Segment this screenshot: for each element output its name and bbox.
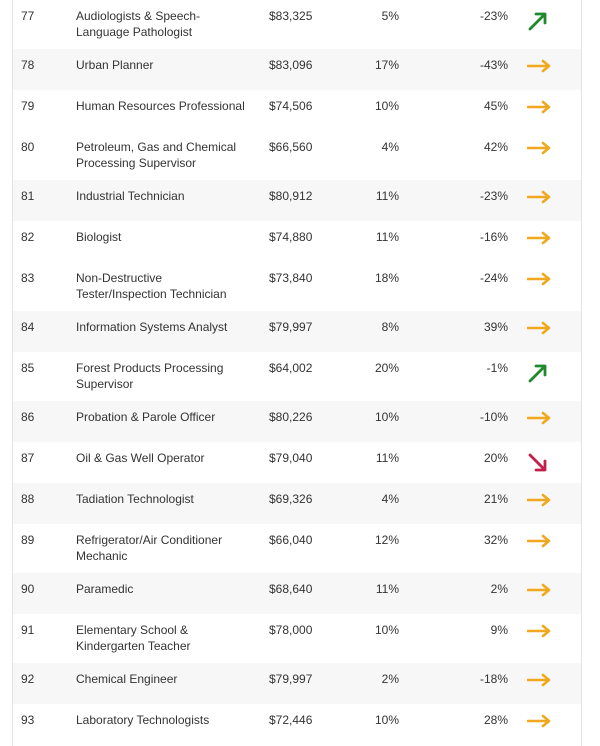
table-row bbox=[13, 704, 581, 745]
table-row bbox=[13, 221, 581, 262]
right-arrow-icon bbox=[527, 190, 557, 212]
growth-cell: 10% bbox=[374, 99, 399, 113]
rank-cell: 86 bbox=[21, 410, 35, 424]
change-cell: 2% bbox=[490, 582, 508, 596]
right-arrow-icon bbox=[527, 624, 557, 646]
job-title-cell: Oil & Gas Well Operator bbox=[76, 451, 205, 465]
rank-cell: 92 bbox=[21, 672, 35, 686]
table-row bbox=[13, 524, 581, 573]
table-body bbox=[13, 0, 581, 745]
salary-cell: $69,326 bbox=[269, 492, 313, 506]
salary-cell: $68,640 bbox=[269, 582, 313, 596]
salary-cell: $73,840 bbox=[269, 271, 313, 285]
table-row bbox=[13, 90, 581, 131]
salary-cell: $83,096 bbox=[269, 58, 313, 72]
right-arrow-icon bbox=[527, 59, 557, 81]
change-cell: 32% bbox=[483, 533, 508, 547]
rank-cell: 91 bbox=[21, 623, 35, 637]
table-row bbox=[13, 663, 581, 704]
table-row bbox=[13, 131, 581, 180]
rank-cell: 84 bbox=[21, 320, 35, 334]
right-arrow-icon bbox=[527, 321, 557, 343]
table-row bbox=[13, 442, 581, 483]
job-title-cell: Biologist bbox=[76, 230, 122, 244]
table-row bbox=[13, 401, 581, 442]
change-cell: 39% bbox=[483, 320, 508, 334]
table-row bbox=[13, 573, 581, 614]
job-title-cell: Human Resources Professional bbox=[76, 99, 245, 113]
salary-cell: $79,997 bbox=[269, 320, 313, 334]
salary-cell: $66,040 bbox=[269, 533, 313, 547]
job-title-cell: Urban Planner bbox=[76, 58, 154, 72]
job-title-cell: Forest Products Processing Supervisor bbox=[76, 361, 224, 391]
up-arrow-icon bbox=[527, 10, 557, 32]
right-arrow-icon bbox=[527, 714, 557, 736]
rank-cell: 89 bbox=[21, 533, 35, 547]
job-title-cell: Tadiation Technologist bbox=[76, 492, 194, 506]
growth-cell: 4% bbox=[381, 140, 399, 154]
change-cell: -23% bbox=[479, 9, 508, 23]
change-cell: -24% bbox=[479, 271, 508, 285]
job-title-cell: Petroleum, Gas and Chemical Processing Supervisor bbox=[76, 140, 237, 170]
change-cell: -10% bbox=[479, 410, 508, 424]
growth-cell: 11% bbox=[375, 230, 399, 244]
growth-cell: 2% bbox=[381, 672, 399, 686]
table-row bbox=[13, 180, 581, 221]
growth-cell: 11% bbox=[375, 189, 399, 203]
job-title-cell: Refrigerator/Air Conditioner Mechanic bbox=[76, 533, 223, 563]
growth-cell: 10% bbox=[374, 713, 399, 727]
growth-cell: 17% bbox=[374, 58, 399, 72]
salary-cell: $64,002 bbox=[269, 361, 313, 375]
growth-cell: 18% bbox=[374, 271, 399, 285]
change-cell: -18% bbox=[479, 672, 508, 686]
up-arrow-icon bbox=[527, 362, 557, 384]
growth-cell: 12% bbox=[374, 533, 399, 547]
growth-cell: 11% bbox=[375, 451, 399, 465]
right-arrow-icon bbox=[527, 493, 557, 515]
rank-cell: 80 bbox=[21, 140, 35, 154]
growth-cell: 10% bbox=[374, 623, 399, 637]
job-title-cell: Audiologists & Speech-Language Pathologist bbox=[76, 9, 201, 39]
job-title-cell: Elementary School & Kindergarten Teacher bbox=[76, 623, 191, 653]
salary-cell: $83,325 bbox=[269, 9, 313, 23]
change-cell: -23% bbox=[479, 189, 508, 203]
salary-cell: $74,506 bbox=[269, 99, 313, 113]
growth-cell: 10% bbox=[374, 410, 399, 424]
rank-cell: 87 bbox=[21, 451, 35, 465]
job-title-cell: Laboratory Technologists bbox=[76, 713, 210, 727]
table-row bbox=[13, 614, 581, 663]
rank-cell: 77 bbox=[21, 9, 35, 23]
right-arrow-icon bbox=[527, 673, 557, 695]
table-row bbox=[13, 262, 581, 311]
right-arrow-icon bbox=[527, 583, 557, 605]
rank-cell: 81 bbox=[21, 189, 35, 203]
growth-cell: 4% bbox=[381, 492, 399, 506]
right-arrow-icon bbox=[527, 534, 557, 556]
table-row bbox=[13, 0, 581, 49]
change-cell: 42% bbox=[483, 140, 508, 154]
job-title-cell: Paramedic bbox=[76, 582, 134, 596]
growth-cell: 11% bbox=[375, 582, 399, 596]
table-row bbox=[13, 49, 581, 90]
right-arrow-icon bbox=[527, 231, 557, 253]
salary-cell: $66,560 bbox=[269, 140, 313, 154]
salary-cell: $72,446 bbox=[269, 713, 313, 727]
change-cell: -16% bbox=[479, 230, 508, 244]
rank-cell: 83 bbox=[21, 271, 35, 285]
salary-cell: $74,880 bbox=[269, 230, 313, 244]
change-cell: 21% bbox=[483, 492, 508, 506]
rank-cell: 78 bbox=[21, 58, 35, 72]
job-title-cell: Industrial Technician bbox=[76, 189, 185, 203]
rank-cell: 93 bbox=[21, 713, 35, 727]
change-cell: 20% bbox=[483, 451, 508, 465]
salary-cell: $80,912 bbox=[269, 189, 313, 203]
growth-cell: 8% bbox=[381, 320, 399, 334]
job-title-cell: Chemical Engineer bbox=[76, 672, 178, 686]
growth-cell: 5% bbox=[381, 9, 399, 23]
change-cell: 9% bbox=[490, 623, 508, 637]
table-row bbox=[13, 311, 581, 352]
jobs-table bbox=[12, 0, 582, 746]
salary-cell: $78,000 bbox=[269, 623, 313, 637]
change-cell: -1% bbox=[486, 361, 508, 375]
right-arrow-icon bbox=[527, 100, 557, 122]
right-arrow-icon bbox=[527, 272, 557, 294]
rank-cell: 82 bbox=[21, 230, 35, 244]
rank-cell: 79 bbox=[21, 99, 35, 113]
salary-cell: $79,040 bbox=[269, 451, 313, 465]
growth-cell: 20% bbox=[374, 361, 399, 375]
salary-cell: $80,226 bbox=[269, 410, 313, 424]
right-arrow-icon bbox=[527, 141, 557, 163]
rank-cell: 88 bbox=[21, 492, 35, 506]
rank-cell: 85 bbox=[21, 361, 35, 375]
change-cell: 45% bbox=[483, 99, 508, 113]
table-row bbox=[13, 352, 581, 401]
salary-cell: $79,997 bbox=[269, 672, 313, 686]
table-row bbox=[13, 483, 581, 524]
change-cell: 28% bbox=[483, 713, 508, 727]
rank-cell: 90 bbox=[21, 582, 35, 596]
right-arrow-icon bbox=[527, 411, 557, 433]
job-title-cell: Information Systems Analyst bbox=[76, 320, 228, 334]
job-title-cell: Non-Destructive Tester/Inspection Technician bbox=[76, 271, 227, 301]
job-title-cell: Probation & Parole Officer bbox=[76, 410, 216, 424]
change-cell: -43% bbox=[479, 58, 508, 72]
down-arrow-icon bbox=[527, 452, 557, 474]
